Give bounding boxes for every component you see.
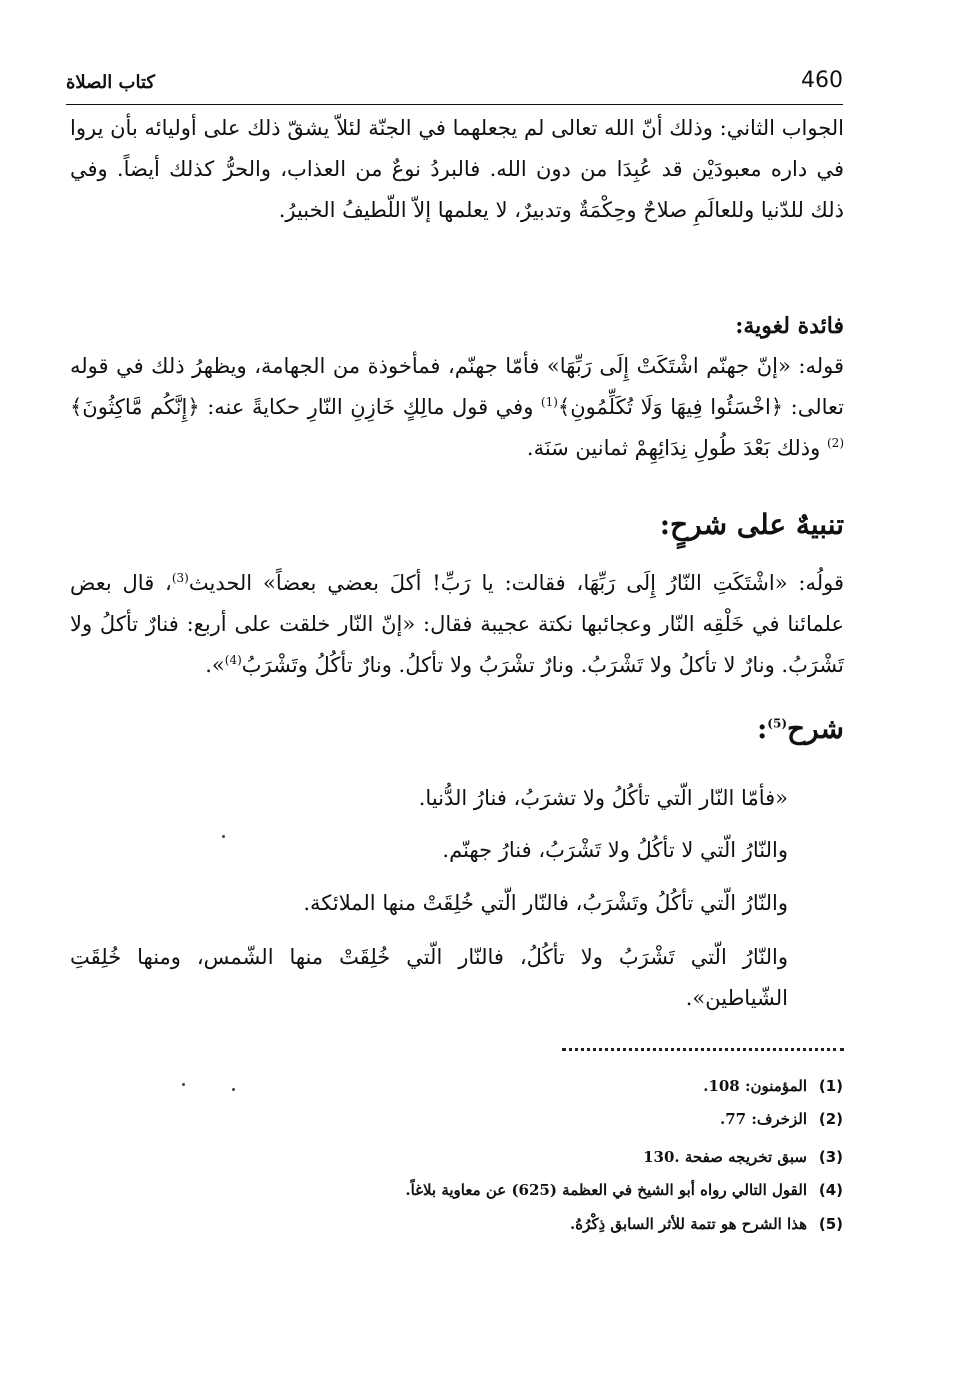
footnote-1-number: (1) — [818, 1077, 843, 1095]
answer-paragraph: الجواب الثاني: وذلك أنّ الله تعالى لم يجعلهما في الجنّة لئلاّ يشقّ ذلك على أوليائه بأن يروا في داره معبودَيْن قد عُبِدَا من دون الله. فالبردُ نوعٌ من العذاب، والحرُّ كذلك أيضاً. وفي ذلك للدّنيا وللعالَمِ صلاحٌ وحِكْمَةٌ وتدبيرٌ، لا يعلمها إلاّ اللّطيفُ الخبيرُ. — [70, 116, 844, 222]
explanation-heading-text: شرح — [787, 712, 844, 745]
page-header — [66, 68, 843, 105]
footnote-4-number: (4) — [818, 1181, 843, 1199]
footnote-2 — [300, 1110, 843, 1140]
linguistic-note-text-a: قوله: «إنّ جهنّم اشْتَكَتْ إِلَى رَبِّهَا» فأمّا جهنّم، فمأخوذة من الجهامة، ويظهرُ ذلك في قوله تعالى: ﴿اخْسَئُوا فِيهَا وَلَا تُكَلِّمُونِ﴾ — [70, 354, 844, 419]
explanation-heading — [70, 712, 844, 745]
footnote-2-number: (2) — [818, 1110, 843, 1128]
explanation-line-3: والنّارُ الّتي تأكُلُ وتَشْرَبُ، فالنّار الّتي خُلِقَتْ منها الملائكة. — [303, 891, 788, 915]
footnote-ref-5: (5) — [767, 716, 788, 731]
footnote-4-text: القول التالي رواه أبو الشيخ في العظمة (625) عن معاوية بلاغاً. — [405, 1181, 807, 1199]
footnote-ref-3: (3) — [171, 571, 189, 585]
footnote-3-text: سبق تخريجه صفحة .130 — [643, 1148, 807, 1166]
running-title: كتاب الصلاة — [66, 72, 155, 93]
linguistic-note-paragraph — [70, 346, 844, 469]
explanation-list — [70, 778, 844, 1019]
page-number: 460 — [801, 68, 843, 93]
explanation-line-1: «فأمّا النّار الّتي تأكُلُ ولا تشرَبُ، فنارُ الدُّنيا. — [418, 786, 788, 810]
footnote-5-number: (5) — [818, 1215, 843, 1233]
hadith-text-b: ، قال بعض علمائنا في خَلْقِه النّار وعجائبها نكتة عجيبة فقال: «إنّ النّار خلقت على أربع: فنارٌ تأكلُ ولا تَشْرَبُ. ونارٌ لا تأكلُ ولا تَشْرَبُ. ونارٌ تشْرَبُ ولا تأكلُ. ونارٌ تأكُلُ وتَشْرَبُ — [70, 571, 844, 677]
scan-speck — [232, 1088, 235, 1091]
scan-speck — [182, 1083, 185, 1086]
footnote-4 — [300, 1181, 843, 1211]
linguistic-note-text-b: وفي قول مالِكٍ خَازِنِ النّارِ حكايةً عنه: ﴿إِنَّكُم مَّاكِثُونَ﴾ — [70, 395, 541, 419]
footnote-3 — [300, 1148, 843, 1178]
footnote-5-text: هذا الشرح هو تتمة للأثر السابق ذِكْرُهُ. — [570, 1215, 807, 1233]
explanation-line-4: والنّارُ الّتي تَشْرَبُ ولا تأكُلُ، فالنّار الّتي خُلِقَتْ منها الشّمس، ومنها خُلِقَتِ الشّياطين». — [70, 945, 788, 1010]
footnote-2-text: الزخرف: 77. — [720, 1110, 807, 1128]
footnote-1 — [300, 1077, 843, 1107]
footnote-ref-2: (2) — [826, 436, 844, 450]
footnote-5 — [300, 1215, 843, 1245]
linguistic-note-heading: فائدة لغوية: — [735, 313, 844, 339]
scan-speck — [222, 835, 225, 838]
explanation-line-2: والنّارُ الّتي لا تأكُلُ ولا تَشْرَبُ، فنارُ جهنّم. — [442, 838, 788, 862]
explanation-notice-heading: تنبيهٌ على شرحٍ: — [659, 508, 844, 541]
footnote-separator — [562, 1048, 844, 1055]
hadith-paragraph — [70, 563, 844, 686]
footnote-ref-4: (4) — [224, 653, 242, 667]
hadith-text-c: ». — [205, 653, 225, 677]
explanation-heading-colon: : — [756, 712, 768, 745]
hadith-text-a: قولُه: «اشْتَكَتِ النّارُ إِلَى رَبِّهَا، فقالت: يا رَبِّ! أكلَ بعضي بعضاً» الحديث — [188, 571, 845, 595]
footnote-ref-1: (1) — [540, 395, 558, 409]
footnote-1-text: المؤمنون: 108. — [703, 1077, 807, 1095]
linguistic-note-text-c: وذلك بَعْدَ طُولِ نِدَائِهِمْ ثمانين سَنَة. — [526, 436, 827, 460]
footnote-3-number: (3) — [818, 1148, 843, 1166]
